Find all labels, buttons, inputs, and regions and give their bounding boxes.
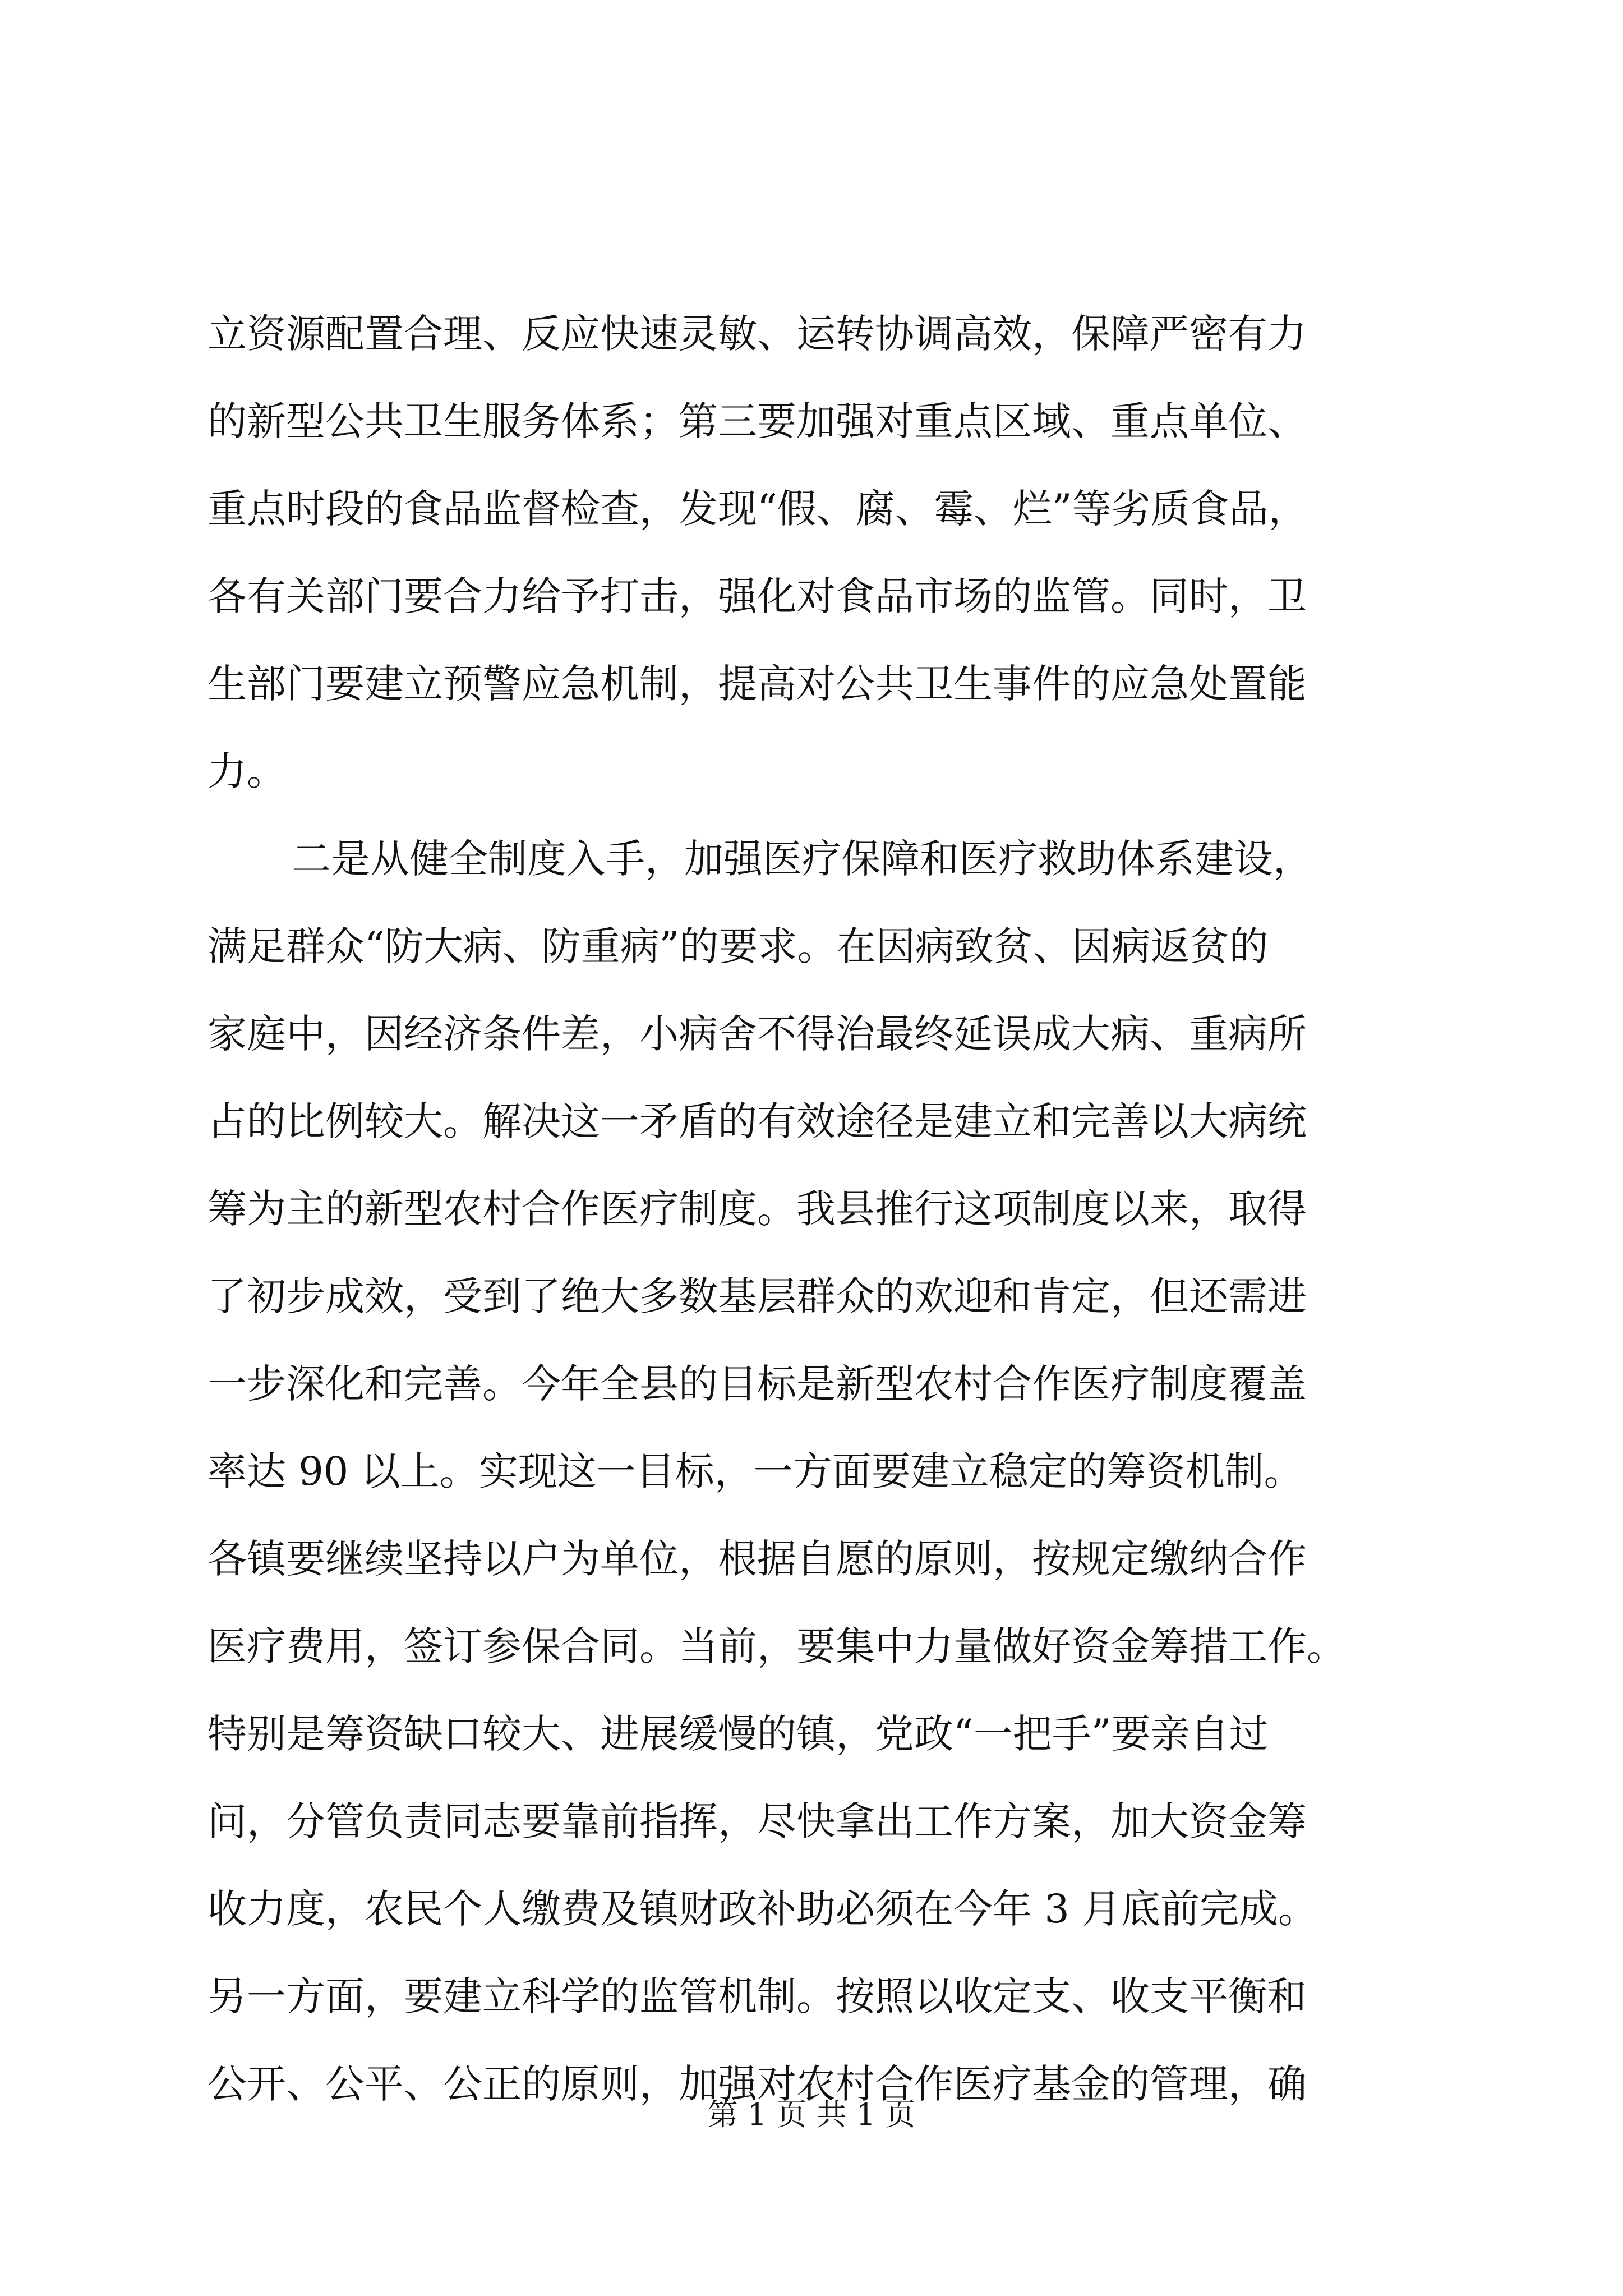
text-line: 特别是筹资缺口较大、进展缓慢的镇，党政“一把手”要亲自过 [208, 1711, 1269, 1757]
text-line: 一步深化和完善。今年全县的目标是新型农村合作医疗制度覆盖 [208, 1361, 1307, 1407]
text-line: 筹为主的新型农村合作医疗制度。我县推行这项制度以来，取得 [208, 1186, 1307, 1232]
text-line: 各有关部门要合力给予打击，强化对食品市场的监管。同时，卫 [208, 573, 1307, 619]
text-line: 家庭中，因经济条件差，小病舍不得治最终延误成大病、重病所 [208, 1011, 1307, 1057]
text-line: 力。 [208, 748, 286, 794]
text-line: 率达 90 以上。实现这一目标，一方面要建立稳定的筹资机制。 [208, 1448, 1303, 1494]
text-line: 公开、公平、公正的原则，加强对农村合作医疗基金的管理，确 [208, 2061, 1307, 2107]
text-line: 收力度，农民个人缴费及镇财政补助必须在今年 3 月底前完成。 [208, 1886, 1318, 1932]
text-line: 立资源配置合理、反应快速灵敏、运转协调高效，保障严密有力 [208, 311, 1307, 357]
text-line: 满足群众“防大病、防重病”的要求。在因病致贫、因病返贫的 [208, 923, 1269, 969]
text-line: 生部门要建立预警应急机制，提高对公共卫生事件的应急处置能 [208, 661, 1307, 707]
text-line: 医疗费用，签订参保合同。当前，要集中力量做好资金筹措工作。 [208, 1623, 1346, 1669]
paragraph-first-line: 二是从健全制度入手，加强医疗保障和医疗救助体系建设， [292, 836, 1312, 882]
text-line: 重点时段的食品监督检查，发现“假、腐、霉、烂”等劣质食品， [208, 486, 1308, 532]
text-line: 另一方面，要建立科学的监管机制。按照以收定支、收支平衡和 [208, 1973, 1307, 2019]
text-line: 了初步成效，受到了绝大多数基层群众的欢迎和肯定，但还需进 [208, 1273, 1307, 1319]
text-line: 问，分管负责同志要靠前指挥，尽快拿出工作方案，加大资金筹 [208, 1798, 1307, 1844]
text-line: 各镇要继续坚持以户为单位，根据自愿的原则，按规定缴纳合作 [208, 1536, 1307, 1582]
text-line: 的新型公共卫生服务体系；第三要加强对重点区域、重点单位、 [208, 398, 1307, 444]
text-line: 占的比例较大。解决这一矛盾的有效途径是建立和完善以大病统 [208, 1098, 1307, 1144]
page-footer: 第 1 页 共 1 页 [707, 2097, 916, 2132]
